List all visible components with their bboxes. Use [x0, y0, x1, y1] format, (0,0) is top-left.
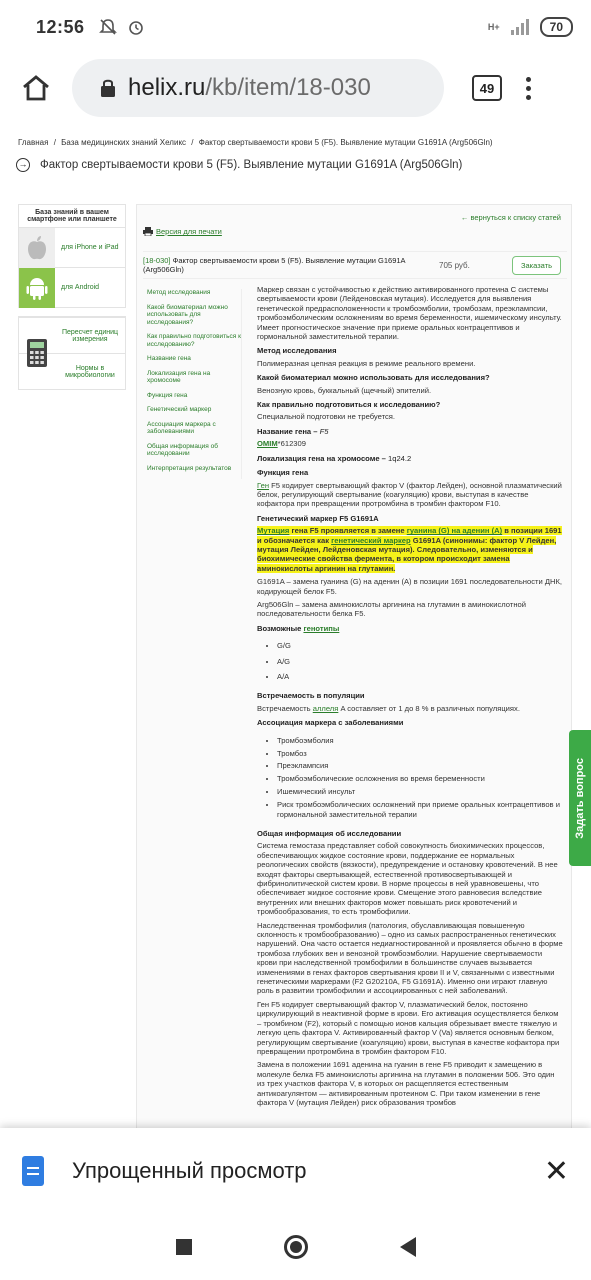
android-icon [26, 276, 48, 300]
function-text: Ген F5 кодирует свертывающий фактор V (фактор Лейден), основной плазматический белок, регулирующий свертывание (коагуляцию) крови, выступая в качестве кофактора при превращении протромбина в тромбин фактором F10. [257, 480, 562, 509]
general-paragraph: Наследственная тромбофилия (патология, обуславливающая повышенную склонность к тромбообразованию) – одно из самых распространенных генетических нарушений. Она часто остается недиагностированной и проявляется обычно в форме тромбоза глубоких вен и венозной тромбоэмболии. Нарушение свертываемости крови при наследственной тромбофилии в большинстве случаев вызывается изменениями в генах факторов свертывания крови II и V, связанными с известными генетическими маркерами (F2 G20210A, F5 G1691A). Именно они играют главную роль в развитии тромбофилии и ассоциированных с ней заболеваний. [257, 920, 563, 996]
tab-switcher-button[interactable]: 49 [472, 75, 502, 101]
breadcrumb-kb[interactable]: База медицинских знаний Хеликс [61, 138, 187, 147]
toc-item[interactable]: Локализация гена на хромосоме [147, 369, 211, 384]
method-text: Полимеразная цепная реакция в режиме реального времени. [257, 358, 476, 368]
association-list [277, 736, 563, 819]
omim-link[interactable]: OMIM [257, 439, 278, 449]
status-bar [0, 0, 591, 54]
page-header [16, 158, 462, 172]
test-order-row [143, 251, 567, 279]
gene-link[interactable]: Ген [257, 480, 270, 490]
toc-item[interactable]: Как правильно подготовиться к исследованию? [147, 333, 241, 348]
promo-iphone-link[interactable]: для iPhone и iPad [19, 227, 125, 267]
breadcrumb-home[interactable]: Главная [18, 138, 49, 147]
recents-button[interactable] [176, 1239, 192, 1255]
simplified-view-label: Упрощенный просмотр [72, 1158, 307, 1183]
signal-icon [510, 19, 530, 35]
alarm-icon [127, 18, 145, 36]
breadcrumb: Главная / База медицинских знаний Хеликс / Фактор свертываемости крови 5 (F5). Выявление мутации G1691A (Arg506Gln) [18, 138, 493, 147]
locus-heading: Локализация гена на хромосоме – 1q24.2 [257, 453, 412, 463]
promo-norms-link[interactable]: Нормы в микробиологии [19, 353, 125, 389]
test-price: 705 руб. [439, 260, 470, 270]
frequency-text: Встречаемость аллеля A составляет от 1 до 8 % в различных популяциях. [257, 703, 520, 713]
printer-icon [143, 227, 153, 236]
g1691a-text: G1691A – замена гуанина (G) на аденин (A) в позиции 1691 последовательности ДНК, кодирующей белок F5. [257, 577, 562, 596]
preparation-text: Специальной подготовки не требуется. [257, 412, 396, 422]
lock-icon [100, 78, 116, 98]
function-heading: Функция гена [257, 468, 309, 478]
allele-link[interactable]: аллеля [312, 703, 339, 713]
general-info-heading: Общая информация об исследовании [257, 828, 402, 838]
address-bar[interactable] [72, 59, 444, 117]
article-panel [136, 204, 572, 1128]
mutation-link[interactable]: Мутация [257, 526, 290, 536]
article-content [257, 285, 563, 1111]
list-item: • Тромбоэмболические осложнения во время беременности [277, 774, 563, 783]
home-button[interactable] [0, 74, 72, 102]
list-item: • Тромбоз [277, 749, 563, 758]
method-heading: Метод исследования [257, 346, 337, 356]
promo-android-link[interactable]: для Android [19, 267, 125, 307]
genotypes-list [277, 641, 563, 681]
intro-text: Маркер связан с устойчивостью к действию активированного протеина С системы свертываемости крови (Лейденовская мутация). Исследуется для выявления генетической предрасположенности к тромбоэмболии, тромбозам, преэклампсии, тромбоэмболическим осложнениям во время беременности, ишемическому инсульту. Имеет прогностическое значение при приеме оральных контрацептивов и гормональной заместительной терапии. [257, 285, 562, 342]
system-nav-bar [0, 1214, 591, 1280]
promo-recalc-link[interactable]: Пересчет единиц измерения [19, 317, 125, 353]
toc-item[interactable]: Генетический маркер [147, 406, 212, 413]
general-paragraph: Ген F5 кодирует свертывающий фактор V, плазматический белок, постоянно циркулирующий в неактивной форме в крови. Его активация осуществляется белком – тромбином (F2), который с помощью ионов кальция обрезывает вместе тяжелую и легкую цепь фактора V. Активированный фактор V (Va) является основным белком, регулирующим свертывание (коагуляцию) крови, выступая в качестве кофактора при превращении протромбина в тромбин фактором F10. [257, 999, 560, 1056]
marker-highlight-text: Мутация гена F5 проявляется в замене гуанина (G) на аденин (A) в позиции 1691 и обозначается как генетический маркер G1691A (синонимы: фактор V Лейден, мутация Лейден, Лейденовская мутация). Следовательно, изменяются и биохимические свойства фермента, в котором происходит замена аминокислоты аргинин на глутамин. [257, 526, 562, 573]
guanine-link[interactable]: гуанина (G) на аденин (A) [406, 526, 503, 536]
preparation-heading: Как правильно подготовиться к исследованию? [257, 400, 441, 410]
print-version-link[interactable]: Версия для печати [143, 227, 222, 236]
browser-toolbar [0, 54, 591, 122]
toc-item[interactable]: Общая информация об исследовании [147, 442, 218, 457]
biomaterial-heading: Какой биоматериал можно использовать для исследования? [257, 373, 490, 383]
general-paragraph: Система гемостаза представляет собой совокупность биохимических процессов, обеспечивающих жидкое состояние крови, поддержание ее нормальных реологических свойств (вязкости), предупреждение и остановку кровотечений. В нее входят факторы свертывающей, естественной противосвертывающей и фибринолитической систем крови. В норме процессы в ней уравновешены, что обеспечивает жидкое состояние крови. Смещение этого равновесия вследствие внутренних или внешних факторов может повышать риск кровотечений и тромбообразования, то есть тромбофилии. [257, 841, 558, 917]
toc-item[interactable]: Название гена [147, 355, 191, 362]
page-title: Фактор свертываемости крови 5 (F5). Выявление мутации G1691A (Arg506Gln) [40, 159, 463, 171]
back-button[interactable] [400, 1237, 416, 1257]
genotypes-link[interactable]: генотипы [303, 623, 340, 633]
breadcrumb-current: Фактор свертываемости крови 5 (F5). Выявление мутации G1691A (Arg506Gln) [198, 138, 493, 147]
ask-question-tab[interactable]: Задать вопрос [569, 730, 591, 866]
omim-line: OMIM*612309 [257, 439, 306, 449]
gene-name-heading: Название гена – F5 [257, 426, 329, 436]
table-of-contents [147, 289, 242, 479]
arrow-right-icon: → [16, 158, 30, 172]
list-item: • A/A [277, 672, 563, 681]
home-icon [21, 74, 51, 102]
toc-item[interactable]: Ассоциация маркера с заболеваниями [147, 420, 216, 435]
list-item: • Ишемический инсульт [277, 787, 563, 796]
home-nav-button[interactable] [284, 1235, 308, 1259]
toc-item[interactable]: Метод исследования [147, 289, 211, 296]
order-button[interactable]: Заказать [512, 256, 561, 275]
close-icon[interactable]: ✕ [543, 1154, 569, 1188]
overflow-menu-button[interactable] [526, 77, 531, 100]
marker-heading: Генетический маркер F5 G1691A [257, 513, 379, 523]
general-paragraph: Замена в положении 1691 аденина на гуанин в гене F5 приводит к замещению в молекуле белка F5 аминокислоты аргинина на глутамин в положении 506. Это один из трех участков фактора V, в которых он расщепляется естественным антикоагулянтом — активированным протеином С. При таком изменении в гене фактора V (мутация Лейден) риск образования тромбов [257, 1060, 555, 1107]
list-item: • A/G [277, 657, 563, 666]
toc-item[interactable]: Функция гена [147, 391, 188, 399]
genetic-marker-link[interactable]: генетический маркер [331, 535, 411, 545]
apple-icon [26, 235, 48, 261]
status-time: 12:56 [36, 16, 85, 37]
bell-off-icon [99, 18, 117, 36]
list-item: • Тромбоэмболия [277, 736, 563, 745]
battery-indicator: 70 [540, 17, 573, 37]
test-name: [18-030] Фактор свертываемости крови 5 (F5). Выявление мутации G1691A (Arg506Gln) [143, 256, 406, 274]
url-text: helix.ru/kb/item/18-030 [128, 74, 371, 101]
list-item: • Преэклампсия [277, 761, 563, 770]
network-type: H+ [487, 22, 500, 32]
list-item: • G/G [277, 641, 563, 650]
toc-item[interactable]: Интерпретация результатов [147, 464, 232, 472]
simplified-view-banner[interactable] [0, 1128, 591, 1214]
calculator-icon [19, 317, 55, 389]
biomaterial-text: Венозную кровь, буккальный (щечный) эпителий. [257, 385, 432, 395]
app-promo-sidebar [18, 204, 126, 390]
back-to-list-link[interactable]: ← вернуться к списку статей [460, 213, 561, 222]
web-page [0, 128, 591, 1128]
promo-heading: База знаний в вашем смартфоне или планшете [27, 209, 117, 223]
document-icon [22, 1156, 44, 1186]
test-code[interactable]: [18-030] [143, 256, 171, 265]
association-heading: Ассоциация маркера с заболеваниями [257, 718, 404, 728]
toc-item[interactable]: Какой биоматериал можно использовать для исследования? [147, 303, 228, 326]
frequency-heading: Встречаемость в популяции [257, 691, 365, 701]
arg506gln-text: Arg506Gln – замена аминокислоты аргинина на глутамин в аминокислотной последовательности белка F5. [257, 599, 526, 619]
list-item: • Риск тромбоэмболических осложнений при приеме оральных контрацептивов и гормональной заместительной терапии [277, 800, 563, 819]
genotypes-heading: Возможные генотипы [257, 623, 340, 633]
